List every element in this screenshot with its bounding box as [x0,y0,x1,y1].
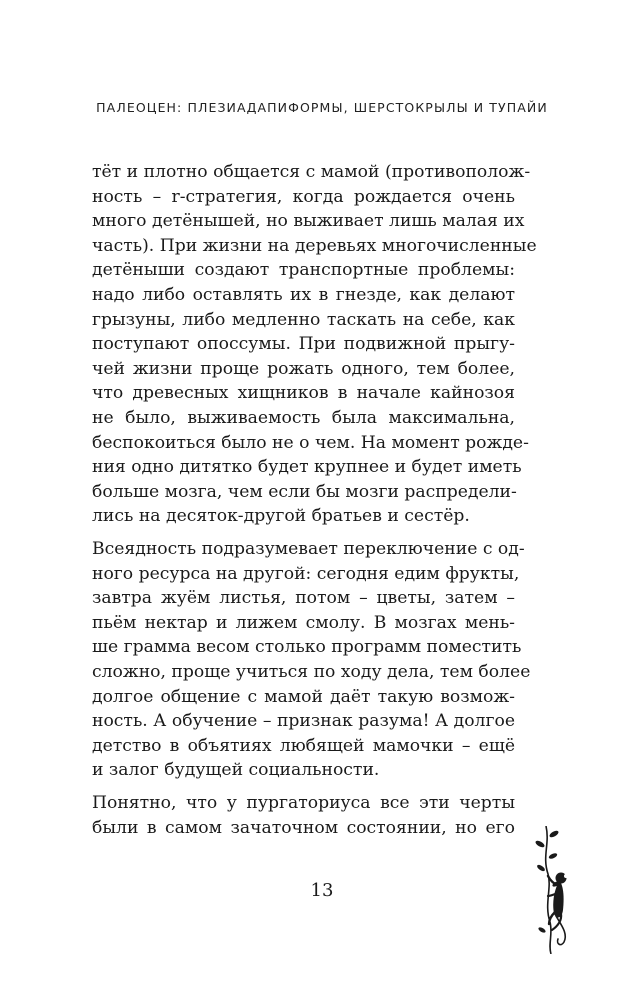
text-line: лись на десяток-другой братьев и сестёр. [92,506,470,527]
paragraph-1 [92,160,537,529]
paragraph-2 [92,537,531,783]
running-header: ПАЛЕОЦЕН: ПЛЕЗИАДАПИФОРМЫ, ШЕРСТОКРЫЛЫ И ТУПАЙИ [96,100,548,115]
text-line: надо либо оставлять их в гнезде, как делают [92,284,515,305]
text-line: не было, выживаемость была максимальна, [92,407,515,428]
text-line: много детёнышей, но выживает лишь малая их [92,211,525,232]
text-line: Понятно, что у пургаториуса все эти черты [92,793,515,813]
text-line: грызуны, либо медленно таскать на себе, как [92,309,515,330]
text-line: были в самом зачаточном состоянии, но его [92,817,515,838]
text-line: часть). При жизни на деревьях многочисленные [92,235,537,256]
text-line: чей жизни проще рожать одного, тем более, [92,358,515,379]
text-line: ния одно дитятко будет крупнее и будет иметь [92,457,522,478]
text-line: долгое общение с мамой даёт такую возмож- [92,686,515,707]
text-line: поступают опоссумы. При подвижной прыгу- [92,334,515,355]
text-line: что древесных хищников в начале кайнозоя [92,383,515,404]
text-line: ше грамма весом столько программ поместить [92,637,522,658]
text-line: Всеядность подразумевает переключение с од- [92,539,525,559]
paragraph-3 [92,791,515,840]
text-line: беспокоиться было не о чем. На момент рожде- [92,432,529,453]
text-line: пьём нектар и лижем смолу. В мозгах мень- [92,612,515,633]
text-line: сложно, проще учиться по ходу дела, тем более [92,661,531,682]
text-line: ность. А обучение – признак разума! А долгое [92,711,515,732]
text-line: больше мозга, чем если бы мозги распредели- [92,481,517,502]
text-line: и залог будущей социальности. [92,760,380,781]
text-line: детство в объятиях любящей мамочки – ещё [92,735,515,756]
text-line: ного ресурса на другой: сегодня едим фрукты, [92,563,520,584]
text-line: тёт и плотно общается с мамой (противополож- [92,162,531,182]
page-number: 13 [310,880,334,901]
monkey-on-vine-icon [528,826,578,954]
text-line: детёныши создают транспортные проблемы: [92,260,515,281]
text-line: ность – r-стратегия, когда рождается очень [92,186,515,207]
text-line: завтра жуём листья, потом – цветы, затем – [92,588,515,609]
